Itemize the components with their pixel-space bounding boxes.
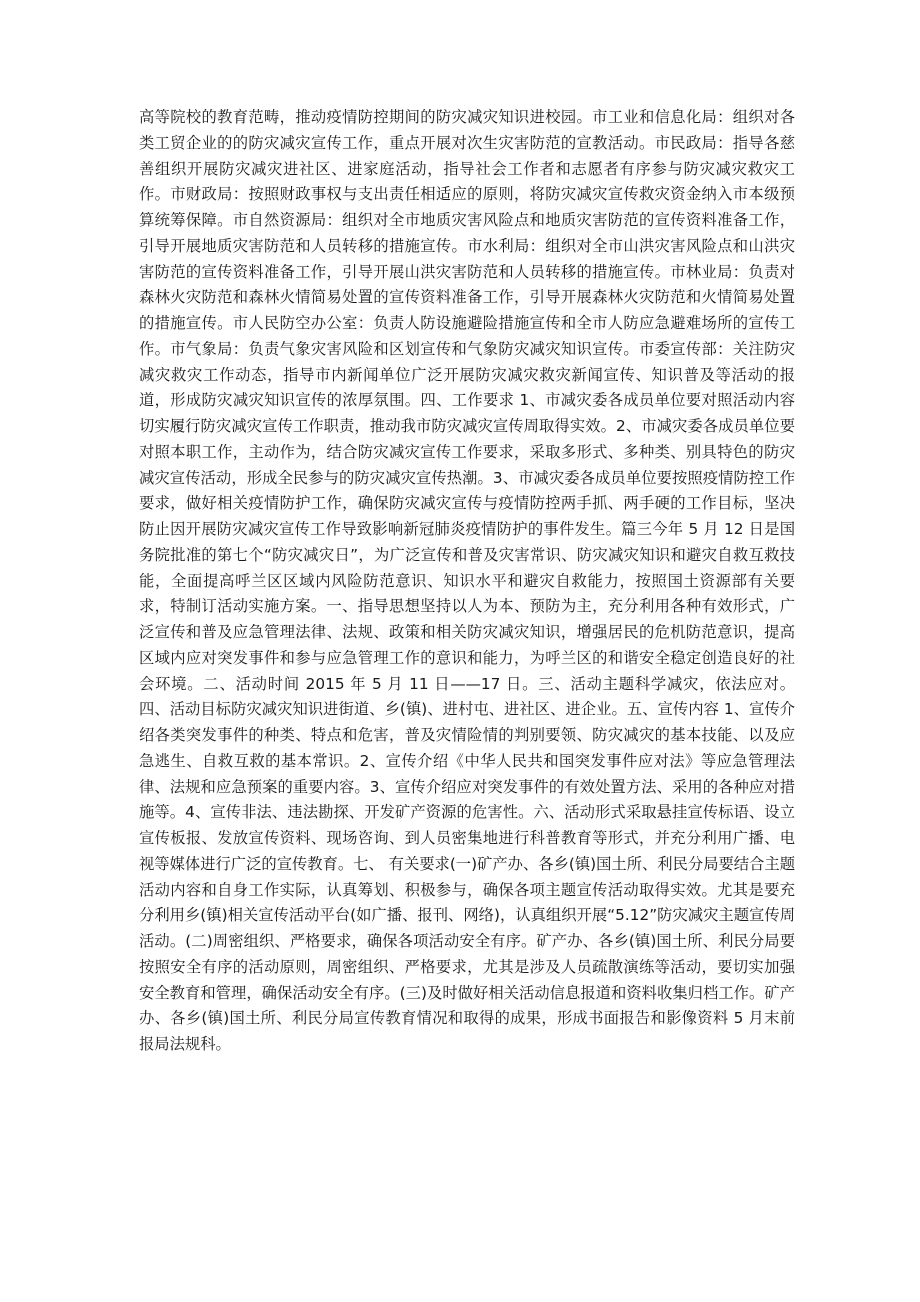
body-paragraph: 高等院校的教育范畴，推动疫情防控期间的防灾减灾知识进校园。市工业和信息化局：组织对各类工贸企业的的防灾减灾宣传工作，重点开展对次生灾害防范的宣教活动。市民政局：指导各慈善组织开展防灾减灾进社区、进家庭活动，指导社会工作者和志愿者有序参与防灾减灾救灾工作。市财政局：按照财政事权与支出责任相适应的原则，将防灾减灾宣传救灾资金纳入市本级预算统筹保障。市自然资源局：组织对全市地质灾害风险点和地质灾害防范的宣传资料准备工作，引导开展地质灾害防范和人员转移的措施宣传。市水利局：组织对全市山洪灾害风险点和山洪灾害防范的宣传资料准备工作，引导开展山洪灾害防范和人员转移的措施宣传。市林业局：负责对森林火灾防范和森林火情简易处置的宣传资料准备工作，引导开展森林火灾防范和火情简易处置的措施宣传。市人民防空办公室：负责人防设施避险措施宣传和全市人防应急避难场所的宣传工作。市气象局：负责气象灾害风险和区划宣传和气象防灾减灾知识宣传。市委宣传部：关注防灾减灾救灾工作动态，指导市内新闻单位广泛开展防灾减灾救灾新闻宣传、知识普及等活动的报道，形成防灾减灾知识宣传的浓厚氛围。四、工作要求 1、市减灾委各成员单位要对照活动内容切实履行防灾减灾宣传工作职责，推动我市防灾减灾宣传周取得实效。2、市减灾委各成员单位要对照本职工作，主动作为，结合防灾减灾宣传工作要求，采取多形式、多种类、别具特色的防灾减灾宣传活动，形成全民参与的防灾减灾宣传热潮。3、市减灾委各成员单位要按照疫情防控工作要求，做好相关疫情防护工作，确保防灾减灾宣传与疫情防控两手抓、两手硬的工作目标，坚决防止因开展防灾减灾宣传工作导致影响新冠肺炎疫情防护的事件发生。篇三今年 5 月 12 日是国务院批准的第七个“防灾减灾日”，为广泛宣传和普及灾害常识、防灾减灾知识和避灾自救互救技能，全面提高呼兰区区域内风险防范意识、知识水平和避灾自救能力，按照国土资源部有关要求，特制订活动实施方案。一、指导思想坚持以人为本、预防为主，充分利用各种有效形式，广泛宣传和普及应急管理法律、法规、政策和相关防灾减灾知识，增强居民的危机防范意识，提高区域内应对突发事件和参与应急管理工作的意识和能力，为呼兰区的和谐安全稳定创造良好的社会环境。二、活动时间 2015 年 5 月 11 日——17 日。三、活动主题科学减灾，依法应对。四、活动目标防灾减灾知识进街道、乡(镇)、进村屯、进社区、进企业。五、宣传内容 1、宣传介绍各类突发事件的种类、特点和危害，普及灾情险情的判别要领、防灾减灾的基本技能、以及应急逃生、自救互救的基本常识。2、宣传介绍《中华人民共和国突发事件应对法》等应急管理法律、法规和应急预案的重要内容。3、宣传介绍应对突发事件的有效处置方法、采用的各种应对措施等。4、宣传非法、违法勘探、开发矿产资源的危害性。六、活动形式采取悬挂宣传标语、设立宣传板报、发放宣传资料、现场咨询、到人员密集地进行科普教育等形式，并充分利用广播、电视等媒体进行广泛的宣传教育。七、 有关要求(一)矿产办、各乡(镇)国土所、利民分局要结合主题活动内容和自身工作实际，认真筹划、积极参与，确保各项主题宣传活动取得实效。尤其是要充分利用乡(镇)相关宣传活动平台(如广播、报刊、网络)，认真组织开展“5.12”防灾减灾主题宣传周活动。(二)周密组织、严格要求，确保各项活动安全有序。矿产办、各乡(镇)国土所、利民分局要按照安全有序的活动原则，周密组织、严格要求，尤其是涉及人员疏散演练等活动，要切实加强安全教育和管理，确保活动安全有序。(三)及时做好相关活动信息报道和资料收集归档工作。矿产办、各乡(镇)国土所、利民分局宣传教育情况和取得的成果，形成书面报告和影像资料 5 月末前报局法规科。 [139, 108, 795, 1053]
